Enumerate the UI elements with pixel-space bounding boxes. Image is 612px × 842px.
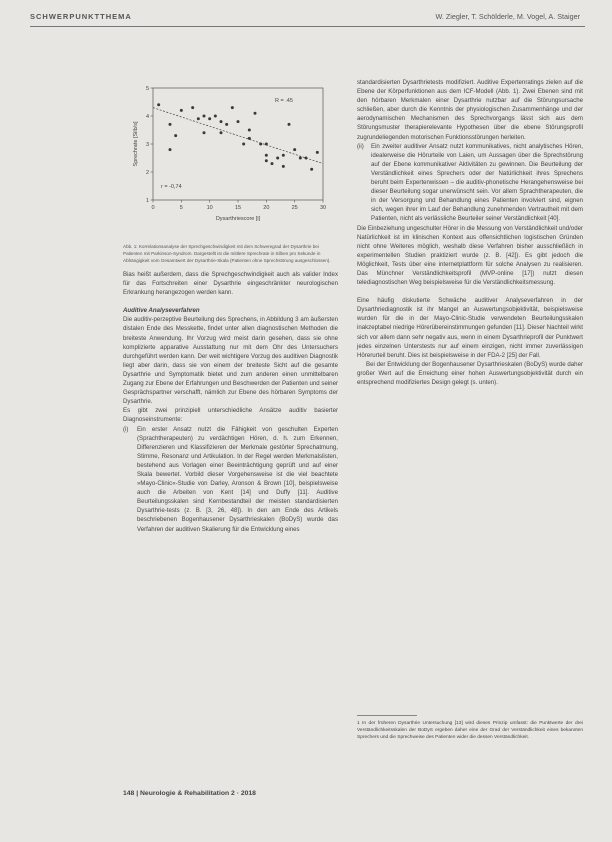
- header-rule: [30, 26, 585, 27]
- right-column: [357, 78, 583, 387]
- data-points: [157, 103, 319, 170]
- data-point: [293, 148, 296, 151]
- annotation-r-squared: R = .45: [275, 98, 293, 104]
- data-point: [231, 106, 234, 109]
- y-tick-label: 5: [145, 86, 149, 92]
- data-point: [310, 168, 313, 171]
- data-point: [299, 157, 302, 160]
- x-tick-label: 10: [206, 205, 213, 211]
- left-column: [123, 270, 338, 534]
- page-footer: 148 | Neurologie & Rehabilitation 2 · 2018: [123, 790, 256, 797]
- data-point: [237, 120, 240, 123]
- y-ticks: [146, 86, 153, 204]
- list-marker: (i): [123, 425, 129, 433]
- data-point: [157, 103, 160, 106]
- paragraph: Die Einbeziehung ungeschulter Hörer in die Messung von Verständlichkeit und/oder Natürlichkeit ist im klinischen Kontext aus offensichtlichen logistischen Gründen nicht ohne Weiteres möglich, weshalb diese Verfahren bisher ausschließlich in experimentellen Studien praktiziert wurde (z. B. [42]). Es gibt jedoch die Möglichkeit, Tests über eine internetplattform für solche Analysen zu realisieren. Das Münchner Verständlichkeitsprofil (MVP-online [17]) nutzt diesen telediagnostischen Weg beispielsweise für die Verständlichkeitsmessung.: [357, 224, 583, 287]
- paragraph: Es gibt zwei prinzipiell unterschiedliche Ansätze auditiv basierter Diagnoseinstrumente:: [123, 407, 338, 424]
- data-point: [271, 162, 274, 165]
- x-ticks: [151, 200, 326, 211]
- data-point: [220, 120, 223, 123]
- data-point: [169, 148, 172, 151]
- annotation-correlation: r = -0,74: [161, 184, 182, 190]
- subheading: Auditive Analyseverfahren: [123, 307, 200, 315]
- data-point: [225, 123, 228, 126]
- paragraph: Bei der Entwicklung der Bogenhausener Dysarthrieskalen (BoDyS) wurde daher großer Wert auf die Erreichung einer hohen Auswertungsobjektivität durch ein entsprechend modifiziertes Design gelegt (s. unten).: [357, 360, 583, 386]
- y-tick-label: 4: [145, 114, 149, 120]
- y-tick-label: 3: [145, 142, 149, 148]
- paragraph: Bias heißt außerdem, dass die Sprechgeschwindigkeit auch als valider Index für das Fortschreiten einer Dysarthrie eingeschränkter neurologischen Erkrankung herangezogen werden kann.: [123, 271, 338, 297]
- data-point: [265, 159, 268, 162]
- data-point: [191, 106, 194, 109]
- data-point: [282, 165, 285, 168]
- y-axis-label: Sprechrate [Silb/s]: [133, 121, 139, 167]
- data-point: [169, 123, 172, 126]
- list-item: [357, 142, 583, 224]
- author-list: W. Ziegler, T. Schölderle, M. Vogel, A. Staiger: [435, 12, 580, 21]
- trend-line: [153, 108, 323, 164]
- data-point: [248, 129, 251, 132]
- data-point: [242, 143, 245, 146]
- list-item: [123, 425, 338, 534]
- data-point: [220, 131, 223, 134]
- data-point: [248, 137, 251, 140]
- data-point: [288, 123, 291, 126]
- figure-caption: Abb. 1: Korrelationsanalyse der Sprechgeschwindigkeit mit dem Schweregrad der Dysarthrie bei Patienten mit Parkinson-Syndrom. Dargestellt ist die mittlere Sprechrate in Silben pro Sekunde in Abhängigkeit vom Gesamtwert der Dysarthrie-Skala (Patienten ohne Sprechstörung ausgeschlossen).: [123, 244, 331, 263]
- y-tick-label: 1: [145, 198, 149, 204]
- x-tick-label: 25: [291, 205, 298, 211]
- data-point: [203, 115, 206, 118]
- x-tick-label: 15: [234, 205, 242, 211]
- paragraph: Die auditiv-perzeptive Beurteilung des Sprechens, in Abbildung 3 am äußersten distalen Ende des Messkette, findet unter allen diagnostischen Methoden die breiteste Anwendung. Ihr Vorzug wird meist darin gesehen, dass sie ohne komplizierte apparative Ausstattung nur mit dem Ohr des Untersuchers durchgeführt werden kann. Der weit wichtigere Vorzug des auditiven Diagnostik liegt aber darin, dass sie von einem der breiteste Sicht auf die gesamte Dysarthrie und Symptomatik bietet und zum anderen einen unmittelbaren Zugang zur Ebene der Erfahrungen und Beschwerden der Patienten und seiner Gesprächspartner verschafft, nämlich zur Ebene des hörbaren Symptoms der Dysarthrie.: [123, 316, 338, 406]
- data-point: [208, 117, 211, 120]
- section-title: SCHWERPUNKTTHEMA: [30, 12, 132, 21]
- data-point: [259, 143, 262, 146]
- x-tick-label: 30: [319, 205, 327, 211]
- data-point: [265, 154, 268, 157]
- paragraph: Eine häufig diskutierte Schwäche auditiver Analyseverfahren in der Dysarthriediagnostik ist ihr Mangel an Auswertungsobjektivität, beispielsweise wurden für die in der Mayo-Clinic-Studie verwendeten Beurteilungsskalen inakzeptabel niedrige Hörerübereinstimmungen gefunden [11]. Dieser Nachteil wirkt sich vor allem dann sehr negativ aus, wenn in einem Dysarthrieprofil der Punktwert jedes einzelnen Unterstests nur auf einem einzigen, nicht immer zuverlässigen Hörerurteil beruht. Dies ist beispielsweise in der FDA-2 [25] der Fall.: [357, 297, 583, 359]
- data-point: [174, 134, 177, 137]
- data-point: [282, 154, 285, 157]
- data-point: [197, 117, 200, 120]
- list-text: Ein erster Ansatz nutzt die Fähigkeit von geschulten Experten (Sprachtherapeuten) zu verdächtigen Hören, d. h. zum Erkennen, Differenzieren und Klassifizieren der Merkmale gestörter Sprechatmung, Stimme, Resonanz und Artikulation. In der Regel werden Merkmalslisten, bestehend aus Vorlagen einer Beeinträchtigung geprüft und auf einer Skala bewertet. Vorbild dieser Vorgehensweise ist die viel beachtete »Mayo-Clinic«-Studie von Darley, Aronson & Brown [10], beispielsweise auch die Arbeiten von Kent [14] und Duffy [11]. Auditive Beurteilungsskalen sind Kernbestandteil der meisten standardisierten Dysarthrie-tests (z. B. [3, 26, 48]). In den am Ende des Artikels beschriebenen Bogenhausener Dysarthrieskalen (BoDyS) wurde das Verfahren der auditiven Skalierung für die Entwicklung eines: [137, 425, 338, 533]
- scatter-plot: [125, 80, 330, 225]
- data-point: [180, 109, 183, 112]
- y-tick-label: 2: [145, 170, 149, 176]
- data-point: [265, 143, 268, 146]
- running-header: [30, 12, 590, 26]
- paragraph: standardisierten Dysarthrietests modifiziert. Auditive Expertenratings zielen auf die Ebene der Körperfunktionen aus dem ICF-Modell (Abb. 1). Zwei Ebenen sind mit den hörbaren Merkmalen einer Dysarthrie nutzbar auf die Störungsursache schließen, aber durch die Kenntnis der physiologischen Zusammenhänge und der aerodynamischen Mechanismen des Sprechvorgangs lässt sich aus dem Störungsmuster therapierelevante Hypothesen über die ebene Störungsprofil zugrundeliegenden motorischen Funktionsstörungen herleiten.: [357, 79, 583, 141]
- x-tick-label: 20: [263, 205, 270, 211]
- footnote: 1 In der früheren Dysarthrie Untersuchung [13] wird dieses Prinzip umfasst: die Punktwerte der drei Verständlichkeitsskalen der BoDyS ergeben daher eine der Grad der Verständlichkeit eines bekannten Sprechers und die Sprechweise des Patienten wider die dessen Verständlichkeit.: [357, 721, 583, 740]
- data-point: [276, 157, 279, 160]
- data-point: [203, 131, 206, 134]
- x-tick-label: 0: [151, 205, 155, 211]
- x-tick-label: 5: [179, 205, 183, 211]
- x-axis-label: Dysarthriescore [i]: [215, 216, 261, 222]
- data-point: [316, 151, 319, 154]
- data-point: [254, 112, 257, 115]
- list-marker: (ii): [357, 142, 364, 150]
- data-point: [214, 115, 217, 118]
- data-point: [305, 157, 308, 160]
- footnote-rule: [357, 715, 417, 716]
- list-text: Ein zweiter auditiver Ansatz nutzt kommunikatives, nicht analytisches Hören, idealerweise die Hörurteile von Laien, um Aussagen über die Sprechstörung auf der Ebene kommunikativer Aktivitäten zu gewinnen. Die Beurteilung der Verständlichkeit eines Sprechers oder der Natürlichkeit ihres Sprechens beruht beim Expertenwissen – die auditiv-phonetische Herangehensweise bei dieser Beurteilung sogar unerwünscht sein. Vor allem Sprachtherapeuten, die in der Versorgung und Behandlung eines Patienten involviert sind, eignen sich, wegen ihrer im Lauf der Behandlung zunehmenden Vertrautheit mit dem Patienten, nicht als verlässliche Beurteiler seiner Verständlichkeit [40].: [371, 142, 583, 223]
